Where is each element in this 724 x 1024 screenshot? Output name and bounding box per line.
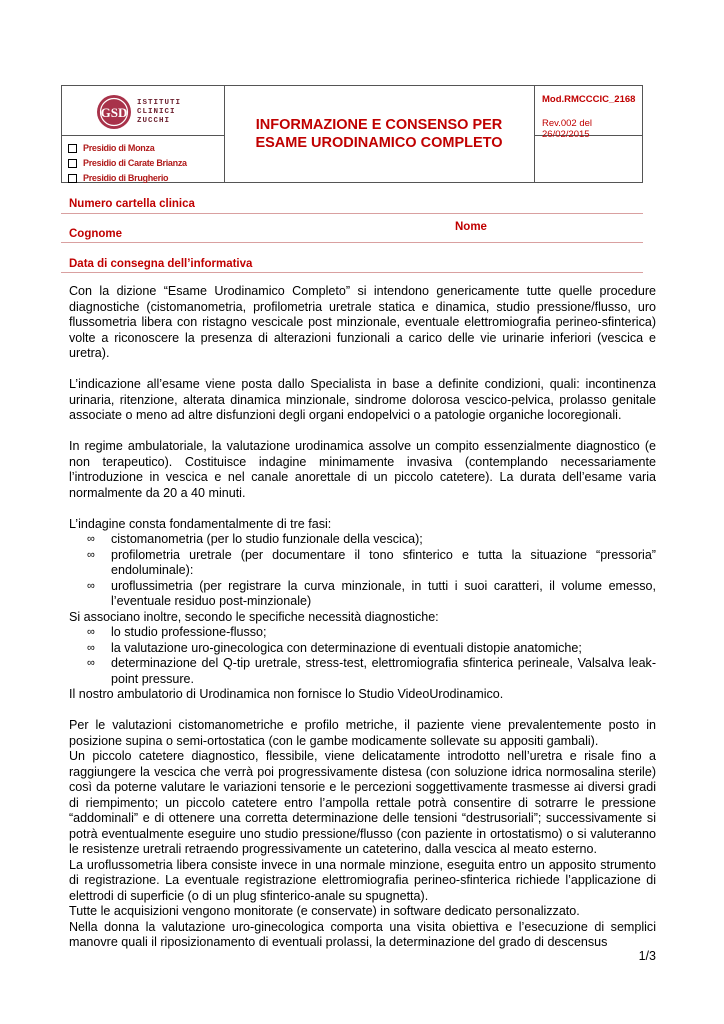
presidio-option-brugherio[interactable]	[68, 171, 187, 185]
title-line: ESAME URODINAMICO COMPLETO	[255, 135, 503, 151]
cartella-label: Numero cartella clinica	[69, 198, 195, 210]
cartella-field[interactable]	[61, 213, 643, 214]
bullet-icon: ∞	[87, 626, 95, 638]
list-item	[69, 625, 656, 641]
list-item-text: lo studio professione-flusso;	[111, 625, 267, 639]
paragraph: Si associano inoltre, secondo le specifiche necessità diagnostiche:	[69, 609, 439, 624]
logo-mark-icon	[96, 94, 132, 130]
list-item	[69, 548, 656, 579]
extra-list	[69, 625, 656, 687]
list-item-text: cistomanometria (per lo studio funzionale della vescica);	[111, 532, 423, 546]
fasi-list	[69, 532, 656, 610]
bullet-icon: ∞	[87, 657, 95, 669]
header-divider	[534, 86, 535, 182]
institute-logo	[96, 94, 216, 132]
list-item	[69, 532, 656, 548]
data-consegna-label: Data di consegna dell’informativa	[69, 258, 253, 270]
paragraph: Un piccolo catetere diagnostico, flessibile, viene delicatamente introdotto nell’uretra e risale fino a raggiungere la vescica che verrà poi progressivamente distesa (con soluzione idrica normosalina sterile) così da poterne valutare le variazioni tensorie e le percezioni soggettivamente trasmesse ai diversi gradi di riempimento; un piccolo catetere entro l’ampolla rettale potrà consentire di sotrarre le pressione “addominali” e di ottenere una corretta determinazione delle tensioni “destrusoriali”; successivamente si potrà eventualmente eseguire uno studio pressione/flusso (con paziente in ortostatismo) o si valuteranno le resistenze uretrali retraendo progressivamente un cateterino, dalla vescica al meato esterno.	[69, 749, 656, 856]
presidio-label: Presidio di Monza	[83, 143, 155, 153]
paragraph: Con la dizione “Esame Urodinamico Completo” si intendono genericamente tutte quelle procedure diagnostiche (cistomanometria, profilometria uretrale statica e dinamica, studio pressione/flusso, uro flussometria libera con ristagno vescicale post minzionale, eventuale elettromiografia perineo-sfinterica) volte a riconoscere la presenza di alterazioni funzionali a carico delle vie urinarie inferiori (vescica e uretra).	[69, 284, 656, 360]
document-body	[69, 284, 656, 951]
paragraph: Nella donna la valutazione uro-ginecologica comporta una visita obiettiva e l’esecuzione di semplici manovre quali il riposizionamento di eventuali prolassi, la determinazione del grado di descensus	[69, 919, 656, 949]
paragraph: L’indagine consta fondamentalmente di tre fasi:	[69, 516, 332, 531]
logo-wordmark	[137, 99, 181, 126]
checkbox-icon[interactable]	[68, 159, 77, 168]
title-line: INFORMAZIONE E CONSENSO PER	[255, 117, 503, 133]
nome-label: Nome	[455, 221, 487, 233]
presidio-label: Presidio di Carate Brianza	[83, 158, 187, 168]
paragraph: L’indicazione all’esame viene posta dallo Specialista in base a definite condizioni, quali: incontinenza urinaria, ritenzione, alterata dinamica minzionale, sindrome dolorosa vescico-pelvica, prolasso genitale associate o meno ad altre disfunzioni degli organi endopelvici o a patologie organiche locoregionali.	[69, 377, 656, 422]
list-item	[69, 579, 656, 610]
revision-info: Rev.002 del 26/02/2015	[542, 118, 592, 140]
bullet-icon: ∞	[87, 641, 95, 654]
logo-line: ISTITUTI	[137, 99, 182, 107]
cognome-nome-field[interactable]	[61, 242, 643, 243]
list-item	[69, 656, 656, 687]
cognome-label: Cognome	[69, 228, 123, 240]
logo-line: CLINICI	[137, 108, 176, 116]
checkbox-icon[interactable]	[68, 144, 77, 153]
paragraph: In regime ambulatoriale, la valutazione urodinamica assolve un compito essenzialmente diagnostico (e non terapeutico). Costituisce indagine minimamente invasiva (contemplando necessariamente l’introduzione in vescica e nel canale anorettale di un piccolo catetere). La durata dell’esame varia normalmente da 20 a 40 minuti.	[69, 439, 656, 500]
paragraph: La uroflussometria libera consiste invece in una normale minzione, eseguita entro un apposito strumento di registrazione. La eventuale registrazione elettromiografia perineo-sfinterica richiede l’applicazione di elettrodi di superficie (o di un plug sfinterico-anale su spugnetta).	[69, 857, 656, 903]
paragraph: Tutte le acquisizioni vengono monitorate (e conservate) in software dedicato personalizzato.	[69, 904, 580, 918]
list-item-text: la valutazione uro-ginecologica con determinazione di eventuali distopie anatomiche;	[111, 640, 582, 655]
paragraph: Per le valutazioni cistomanometriche e profilo metriche, il paziente viene prevalentemente posto in posizione supina o semi-ortostatica (con le gambe modicamente sollevate su appositi gambali).	[69, 718, 656, 748]
list-item-text: uroflussimetria (per registrare la curva minzionale, in tutti i suoi caratteri, il volume emesso, l’eventuale residuo post-minzionale)	[111, 578, 656, 608]
bullet-icon: ∞	[87, 579, 95, 592]
data-consegna-field[interactable]	[61, 272, 643, 273]
paragraph: Il nostro ambulatorio di Urodinamica non fornisce lo Studio VideoUrodinamico.	[69, 687, 504, 701]
checkbox-icon[interactable]	[68, 174, 77, 183]
presidi-list	[68, 141, 187, 186]
page-number: 1/3	[638, 949, 656, 963]
logo-mark-text: GSD	[100, 105, 128, 120]
bullet-icon: ∞	[87, 548, 95, 561]
document-title	[224, 116, 534, 152]
document-header	[61, 85, 643, 183]
bullet-icon: ∞	[87, 533, 95, 545]
presidio-label: Presidio di Brugherio	[83, 173, 169, 183]
list-item-text: determinazione del Q-tip uretrale, stress-test, elettromiografia sfinterica perineale, Valsalva leak-point pressure.	[111, 656, 656, 686]
header-divider	[62, 135, 224, 136]
presidio-option-carate[interactable]	[68, 156, 187, 170]
presidio-option-monza[interactable]	[68, 141, 187, 155]
list-item-text: profilometria uretrale (per documentare il tono sfinterico e tutta la situazione “pressoria” endoluminale):	[111, 547, 656, 577]
list-item	[69, 641, 656, 657]
module-code: Mod.RMCCCIC_2168	[542, 94, 636, 105]
logo-line: ZUCCHI	[137, 117, 171, 125]
